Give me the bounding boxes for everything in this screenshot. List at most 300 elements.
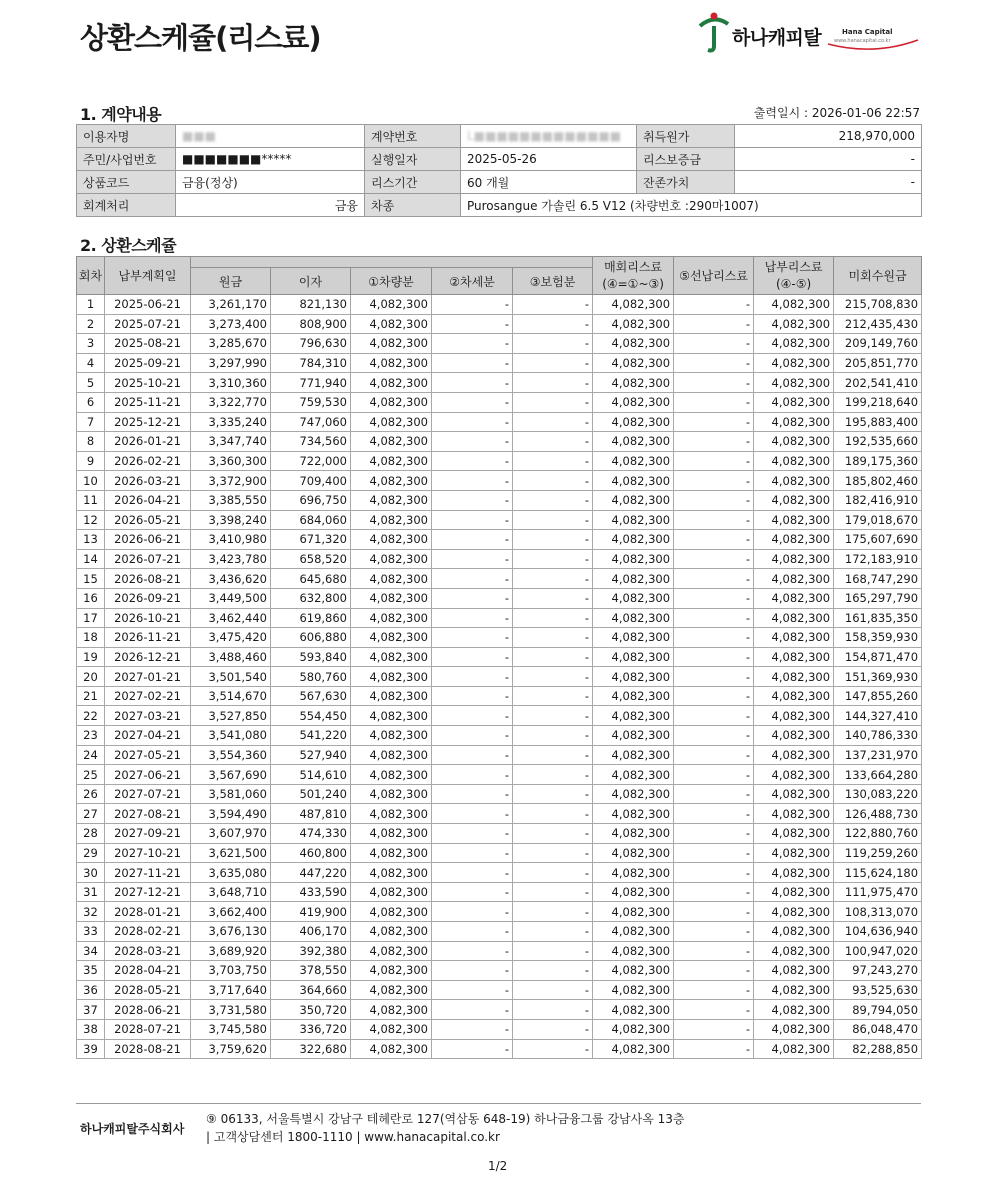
cell-no: 1 (77, 295, 105, 315)
cell-insurance: - (513, 706, 593, 726)
cell-sales-lease: 4,082,300 (593, 510, 674, 530)
cell-principal: 3,322,770 (191, 392, 271, 412)
schedule-row (77, 824, 922, 844)
cell-vehicle: 4,082,300 (351, 1039, 432, 1059)
cell-due-date: 2025-07-21 (105, 314, 191, 334)
header-principal: 원금 (191, 268, 271, 295)
cell-interest: 709,400 (271, 471, 351, 491)
cell-vehicle-tax: - (432, 353, 513, 373)
schedule-row (77, 392, 922, 412)
cell-principal: 3,449,500 (191, 588, 271, 608)
cell-vehicle: 4,082,300 (351, 314, 432, 334)
cell-prepaid: - (674, 608, 754, 628)
cell-vehicle: 4,082,300 (351, 980, 432, 1000)
schedule-row (77, 334, 922, 354)
cell-vehicle: 4,082,300 (351, 706, 432, 726)
cell-sales-lease: 4,082,300 (593, 588, 674, 608)
cell-payable: 4,082,300 (754, 941, 834, 961)
cell-due-date: 2028-01-21 (105, 902, 191, 922)
cell-interest: 696,750 (271, 490, 351, 510)
cell-payable: 4,082,300 (754, 628, 834, 648)
cell-interest: 364,660 (271, 980, 351, 1000)
cell-due-date: 2028-07-21 (105, 1019, 191, 1039)
schedule-row (77, 471, 922, 491)
contract-row (77, 171, 922, 194)
cell-payable: 4,082,300 (754, 922, 834, 942)
cell-insurance: - (513, 588, 593, 608)
cell-vehicle-tax: - (432, 1039, 513, 1059)
cell-due-date: 2026-01-21 (105, 432, 191, 452)
header-balance: 미회수원금 (834, 257, 922, 295)
cell-prepaid: - (674, 1000, 754, 1020)
cell-vehicle: 4,082,300 (351, 373, 432, 393)
cell-due-date: 2026-04-21 (105, 490, 191, 510)
cell-insurance: - (513, 412, 593, 432)
cell-vehicle-tax: - (432, 314, 513, 334)
cell-balance: 108,313,070 (834, 902, 922, 922)
cell-vehicle: 4,082,300 (351, 510, 432, 530)
cell-due-date: 2026-05-21 (105, 510, 191, 530)
cell-vehicle-tax: - (432, 392, 513, 412)
cell-prepaid: - (674, 706, 754, 726)
cell-no: 30 (77, 863, 105, 883)
cell-sales-lease: 4,082,300 (593, 530, 674, 550)
schedule-row (77, 941, 922, 961)
cell-vehicle-tax: - (432, 490, 513, 510)
cell-balance: 140,786,330 (834, 726, 922, 746)
cell-principal: 3,410,980 (191, 530, 271, 550)
cell-prepaid: - (674, 490, 754, 510)
cell-insurance: - (513, 941, 593, 961)
cell-interest: 771,940 (271, 373, 351, 393)
cell-due-date: 2028-08-21 (105, 1039, 191, 1059)
cell-principal: 3,372,900 (191, 471, 271, 491)
cell-vehicle-tax: - (432, 530, 513, 550)
cell-no: 14 (77, 549, 105, 569)
cell-balance: 130,083,220 (834, 784, 922, 804)
cell-insurance: - (513, 295, 593, 315)
cell-interest: 474,330 (271, 824, 351, 844)
cell-vehicle-tax: - (432, 706, 513, 726)
cell-insurance: - (513, 961, 593, 981)
cell-insurance: - (513, 1019, 593, 1039)
cell-sales-lease: 4,082,300 (593, 804, 674, 824)
label-lease-deposit: 리스보증금 (637, 148, 735, 171)
cell-sales-lease: 4,082,300 (593, 608, 674, 628)
cell-no: 25 (77, 765, 105, 785)
printed-label: 출력일시 : (753, 106, 809, 120)
cell-vehicle: 4,082,300 (351, 922, 432, 942)
cell-payable: 4,082,300 (754, 569, 834, 589)
cell-payable: 4,082,300 (754, 765, 834, 785)
schedule-row (77, 490, 922, 510)
cell-prepaid: - (674, 628, 754, 648)
cell-prepaid: - (674, 941, 754, 961)
cell-prepaid: - (674, 902, 754, 922)
cell-principal: 3,335,240 (191, 412, 271, 432)
cell-interest: 684,060 (271, 510, 351, 530)
cell-vehicle-tax: - (432, 588, 513, 608)
cell-interest: 606,880 (271, 628, 351, 648)
schedule-row (77, 373, 922, 393)
footer-divider (76, 1103, 921, 1104)
cell-principal: 3,607,970 (191, 824, 271, 844)
value-lease-period: 60 개월 (461, 171, 637, 194)
cell-interest: 350,720 (271, 1000, 351, 1020)
cell-balance: 205,851,770 (834, 353, 922, 373)
cell-principal: 3,360,300 (191, 451, 271, 471)
cell-prepaid: - (674, 373, 754, 393)
schedule-row (77, 549, 922, 569)
cell-vehicle-tax: - (432, 804, 513, 824)
label-id-number: 주민/사업번호 (77, 148, 176, 171)
cell-balance: 158,359,930 (834, 628, 922, 648)
label-user-name: 이용자명 (77, 125, 176, 148)
cell-principal: 3,567,690 (191, 765, 271, 785)
cell-balance: 212,435,430 (834, 314, 922, 334)
cell-sales-lease: 4,082,300 (593, 432, 674, 452)
cell-due-date: 2025-06-21 (105, 295, 191, 315)
schedule-row (77, 706, 922, 726)
cell-interest: 433,590 (271, 882, 351, 902)
cell-vehicle: 4,082,300 (351, 471, 432, 491)
cell-no: 37 (77, 1000, 105, 1020)
cell-no: 13 (77, 530, 105, 550)
cell-vehicle: 4,082,300 (351, 961, 432, 981)
schedule-heading: 2. 상환스케쥴 (80, 236, 177, 255)
cell-prepaid: - (674, 412, 754, 432)
cell-vehicle: 4,082,300 (351, 843, 432, 863)
cell-payable: 4,082,300 (754, 471, 834, 491)
schedule-row (77, 588, 922, 608)
cell-balance: 209,149,760 (834, 334, 922, 354)
cell-payable: 4,082,300 (754, 824, 834, 844)
cell-insurance: - (513, 647, 593, 667)
header-payable: 납부리스료 (④-⑤) (754, 257, 834, 295)
cell-balance: 89,794,050 (834, 1000, 922, 1020)
header-due-date: 납부계획일 (105, 257, 191, 295)
cell-sales-lease: 4,082,300 (593, 882, 674, 902)
cell-due-date: 2026-02-21 (105, 451, 191, 471)
cell-vehicle-tax: - (432, 1019, 513, 1039)
cell-no: 27 (77, 804, 105, 824)
cell-interest: 784,310 (271, 353, 351, 373)
cell-payable: 4,082,300 (754, 334, 834, 354)
cell-prepaid: - (674, 863, 754, 883)
cell-no: 11 (77, 490, 105, 510)
cell-principal: 3,745,580 (191, 1019, 271, 1039)
cell-due-date: 2027-07-21 (105, 784, 191, 804)
contract-row (77, 148, 922, 171)
footer-company: 하나캐피탈주식회사 (80, 1122, 185, 1136)
cell-insurance: - (513, 882, 593, 902)
cell-vehicle: 4,082,300 (351, 451, 432, 471)
schedule-header-row (77, 257, 922, 268)
cell-due-date: 2027-12-21 (105, 882, 191, 902)
cell-sales-lease: 4,082,300 (593, 686, 674, 706)
schedule-row (77, 510, 922, 530)
cell-no: 33 (77, 922, 105, 942)
cell-principal: 3,273,400 (191, 314, 271, 334)
cell-principal: 3,285,670 (191, 334, 271, 354)
cell-payable: 4,082,300 (754, 1039, 834, 1059)
cell-insurance: - (513, 765, 593, 785)
schedule-row (77, 608, 922, 628)
cell-payable: 4,082,300 (754, 510, 834, 530)
schedule-row (77, 667, 922, 687)
cell-interest: 759,530 (271, 392, 351, 412)
cell-principal: 3,581,060 (191, 784, 271, 804)
cell-principal: 3,297,990 (191, 353, 271, 373)
cell-no: 7 (77, 412, 105, 432)
cell-payable: 4,082,300 (754, 432, 834, 452)
header-prepaid: ⑤선납리스료 (674, 257, 754, 295)
cell-prepaid: - (674, 432, 754, 452)
printed-value: 2026-01-06 22:57 (811, 106, 920, 120)
cell-sales-lease: 4,082,300 (593, 784, 674, 804)
cell-payable: 4,082,300 (754, 490, 834, 510)
cell-no: 20 (77, 667, 105, 687)
cell-principal: 3,310,360 (191, 373, 271, 393)
cell-balance: 86,048,470 (834, 1019, 922, 1039)
cell-insurance: - (513, 863, 593, 883)
cell-due-date: 2027-04-21 (105, 726, 191, 746)
cell-interest: 322,680 (271, 1039, 351, 1059)
cell-balance: 126,488,730 (834, 804, 922, 824)
cell-no: 24 (77, 745, 105, 765)
printed-datetime (754, 104, 920, 121)
value-lease-deposit: - (735, 148, 922, 171)
cell-vehicle: 4,082,300 (351, 392, 432, 412)
cell-principal: 3,347,740 (191, 432, 271, 452)
cell-prepaid: - (674, 922, 754, 942)
cell-interest: 501,240 (271, 784, 351, 804)
cell-sales-lease: 4,082,300 (593, 1019, 674, 1039)
cell-no: 6 (77, 392, 105, 412)
cell-due-date: 2027-11-21 (105, 863, 191, 883)
cell-due-date: 2027-10-21 (105, 843, 191, 863)
cell-interest: 580,760 (271, 667, 351, 687)
cell-vehicle-tax: - (432, 667, 513, 687)
cell-vehicle-tax: - (432, 961, 513, 981)
cell-sales-lease: 4,082,300 (593, 373, 674, 393)
value-accounting: 금융 (176, 194, 365, 217)
cell-interest: 619,860 (271, 608, 351, 628)
value-vehicle-model: Purosangue 가솔린 6.5 V12 (차량번호 :290마1007) (461, 194, 922, 217)
cell-principal: 3,689,920 (191, 941, 271, 961)
cell-vehicle-tax: - (432, 726, 513, 746)
cell-vehicle-tax: - (432, 922, 513, 942)
value-execution-date: 2025-05-26 (461, 148, 637, 171)
cell-vehicle: 4,082,300 (351, 784, 432, 804)
cell-vehicle: 4,082,300 (351, 726, 432, 746)
cell-balance: 202,541,410 (834, 373, 922, 393)
cell-balance: 151,369,930 (834, 667, 922, 687)
cell-due-date: 2027-08-21 (105, 804, 191, 824)
cell-insurance: - (513, 314, 593, 334)
cell-principal: 3,423,780 (191, 549, 271, 569)
schedule-row (77, 863, 922, 883)
cell-payable: 4,082,300 (754, 706, 834, 726)
cell-due-date: 2026-12-21 (105, 647, 191, 667)
cell-vehicle: 4,082,300 (351, 882, 432, 902)
cell-vehicle-tax: - (432, 569, 513, 589)
cell-sales-lease: 4,082,300 (593, 392, 674, 412)
cell-prepaid: - (674, 745, 754, 765)
cell-vehicle: 4,082,300 (351, 765, 432, 785)
cell-sales-lease: 4,082,300 (593, 314, 674, 334)
cell-insurance: - (513, 745, 593, 765)
schedule-row (77, 451, 922, 471)
cell-vehicle: 4,082,300 (351, 863, 432, 883)
schedule-row (77, 804, 922, 824)
cell-principal: 3,398,240 (191, 510, 271, 530)
label-residual-value: 잔존가치 (637, 171, 735, 194)
schedule-row (77, 412, 922, 432)
cell-payable: 4,082,300 (754, 412, 834, 432)
cell-payable: 4,082,300 (754, 392, 834, 412)
cell-payable: 4,082,300 (754, 843, 834, 863)
cell-prepaid: - (674, 549, 754, 569)
cell-prepaid: - (674, 451, 754, 471)
cell-no: 5 (77, 373, 105, 393)
cell-principal: 3,731,580 (191, 1000, 271, 1020)
schedule-row (77, 980, 922, 1000)
cell-due-date: 2026-07-21 (105, 549, 191, 569)
cell-prepaid: - (674, 824, 754, 844)
cell-balance: 185,802,460 (834, 471, 922, 491)
cell-balance: 97,243,270 (834, 961, 922, 981)
cell-principal: 3,554,360 (191, 745, 271, 765)
footer-contact: | 고객상담센터 1800-1110 | www.hanacapital.co.kr (206, 1130, 500, 1144)
cell-balance: 93,525,630 (834, 980, 922, 1000)
schedule-row (77, 314, 922, 334)
cell-insurance: - (513, 353, 593, 373)
cell-vehicle-tax: - (432, 608, 513, 628)
cell-sales-lease: 4,082,300 (593, 980, 674, 1000)
cell-insurance: - (513, 804, 593, 824)
cell-prepaid: - (674, 647, 754, 667)
cell-insurance: - (513, 628, 593, 648)
cell-balance: 195,883,400 (834, 412, 922, 432)
cell-no: 15 (77, 569, 105, 589)
cell-prepaid: - (674, 961, 754, 981)
hana-capital-logo (694, 10, 924, 56)
cell-due-date: 2025-12-21 (105, 412, 191, 432)
schedule-row (77, 432, 922, 452)
cell-no: 16 (77, 588, 105, 608)
schedule-row (77, 647, 922, 667)
label-contract-no: 계약번호 (365, 125, 461, 148)
cell-due-date: 2027-05-21 (105, 745, 191, 765)
cell-interest: 722,000 (271, 451, 351, 471)
cell-payable: 4,082,300 (754, 686, 834, 706)
cell-sales-lease: 4,082,300 (593, 490, 674, 510)
logo-english: Hana Capital (842, 28, 893, 36)
cell-vehicle: 4,082,300 (351, 530, 432, 550)
cell-principal: 3,385,550 (191, 490, 271, 510)
cell-due-date: 2027-02-21 (105, 686, 191, 706)
cell-due-date: 2027-09-21 (105, 824, 191, 844)
cell-vehicle: 4,082,300 (351, 667, 432, 687)
cell-balance: 215,708,830 (834, 295, 922, 315)
cell-vehicle: 4,082,300 (351, 1000, 432, 1020)
cell-balance: 133,664,280 (834, 765, 922, 785)
cell-vehicle-tax: - (432, 784, 513, 804)
cell-insurance: - (513, 549, 593, 569)
cell-principal: 3,475,420 (191, 628, 271, 648)
schedule-row (77, 1039, 922, 1059)
cell-vehicle: 4,082,300 (351, 902, 432, 922)
cell-no: 32 (77, 902, 105, 922)
cell-due-date: 2026-10-21 (105, 608, 191, 628)
cell-vehicle-tax: - (432, 510, 513, 530)
cell-insurance: - (513, 726, 593, 746)
cell-due-date: 2027-01-21 (105, 667, 191, 687)
cell-vehicle: 4,082,300 (351, 745, 432, 765)
cell-interest: 747,060 (271, 412, 351, 432)
cell-vehicle: 4,082,300 (351, 490, 432, 510)
cell-no: 38 (77, 1019, 105, 1039)
cell-payable: 4,082,300 (754, 1019, 834, 1039)
cell-prepaid: - (674, 510, 754, 530)
cell-no: 2 (77, 314, 105, 334)
cell-no: 35 (77, 961, 105, 981)
cell-interest: 808,900 (271, 314, 351, 334)
cell-principal: 3,261,170 (191, 295, 271, 315)
cell-principal: 3,662,400 (191, 902, 271, 922)
cell-prepaid: - (674, 353, 754, 373)
cell-principal: 3,621,500 (191, 843, 271, 863)
cell-sales-lease: 4,082,300 (593, 922, 674, 942)
cell-sales-lease: 4,082,300 (593, 353, 674, 373)
cell-balance: 175,607,690 (834, 530, 922, 550)
cell-vehicle: 4,082,300 (351, 1019, 432, 1039)
cell-prepaid: - (674, 569, 754, 589)
cell-insurance: - (513, 686, 593, 706)
schedule-row (77, 765, 922, 785)
cell-vehicle-tax: - (432, 980, 513, 1000)
cell-vehicle: 4,082,300 (351, 647, 432, 667)
cell-no: 39 (77, 1039, 105, 1059)
cell-vehicle-tax: - (432, 765, 513, 785)
cell-sales-lease: 4,082,300 (593, 765, 674, 785)
cell-prepaid: - (674, 392, 754, 412)
cell-due-date: 2026-11-21 (105, 628, 191, 648)
label-vehicle-model: 차종 (365, 194, 461, 217)
cell-no: 28 (77, 824, 105, 844)
schedule-row (77, 1019, 922, 1039)
cell-insurance: - (513, 334, 593, 354)
cell-principal: 3,462,440 (191, 608, 271, 628)
cell-balance: 192,535,660 (834, 432, 922, 452)
cell-vehicle: 4,082,300 (351, 686, 432, 706)
cell-sales-lease: 4,082,300 (593, 726, 674, 746)
cell-payable: 4,082,300 (754, 647, 834, 667)
cell-prepaid: - (674, 314, 754, 334)
cell-interest: 487,810 (271, 804, 351, 824)
cell-sales-lease: 4,082,300 (593, 647, 674, 667)
cell-vehicle: 4,082,300 (351, 628, 432, 648)
cell-due-date: 2027-03-21 (105, 706, 191, 726)
cell-payable: 4,082,300 (754, 451, 834, 471)
cell-insurance: - (513, 490, 593, 510)
cell-sales-lease: 4,082,300 (593, 451, 674, 471)
cell-principal: 3,541,080 (191, 726, 271, 746)
cell-interest: 406,170 (271, 922, 351, 942)
cell-sales-lease: 4,082,300 (593, 843, 674, 863)
cell-prepaid: - (674, 784, 754, 804)
